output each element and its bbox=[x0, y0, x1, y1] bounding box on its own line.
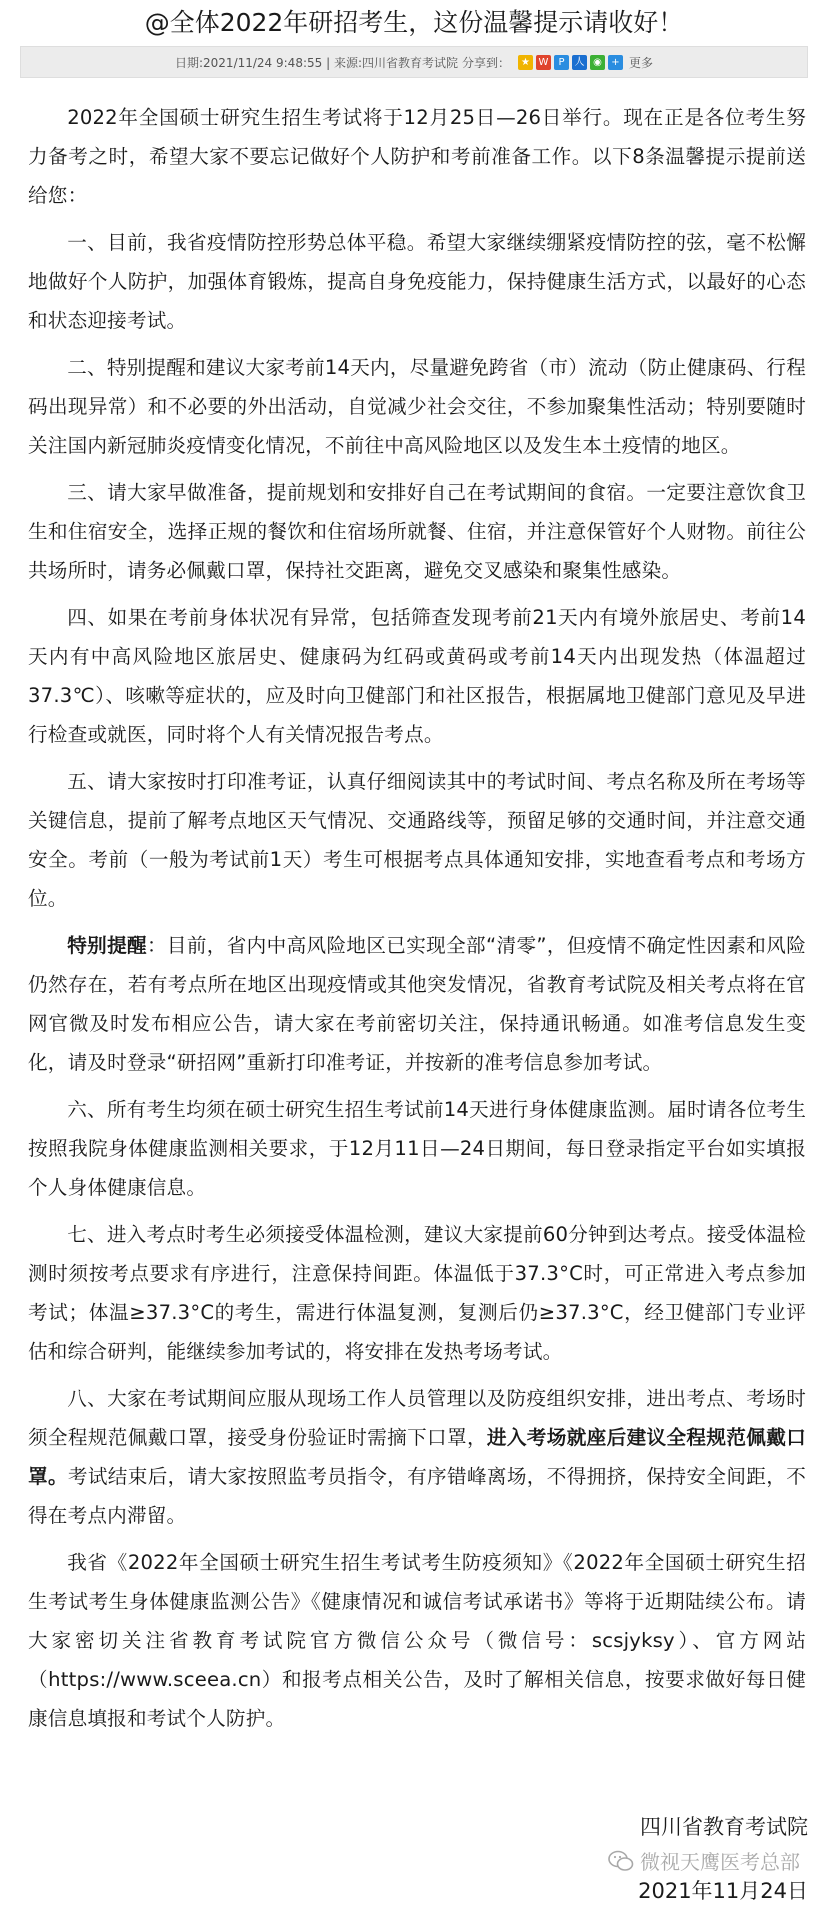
special-label: 特别提醒 bbox=[67, 934, 147, 957]
weibo-icon[interactable]: W bbox=[536, 55, 551, 70]
paragraph-intro: 2022年全国硕士研究生招生考试将于12月25日—26日举行。现在正是各位考生努力备考之时，希望大家不要忘记做好个人防护和考前准备工作。以下8条温馨提示提前送给您： bbox=[28, 106, 806, 207]
watermark-text: 微视天鹰医考总部 bbox=[640, 1850, 800, 1874]
pengyou-icon[interactable]: P bbox=[554, 55, 569, 70]
paragraph-closing: 我省《2022年全国硕士研究生招生考试考生防疫须知》《2022年全国硕士研究生招生考试考生身体健康监测公告》《健康情况和诚信考试承诺书》等将于近期陆续公布。请大家密切关注省教育考试院官方微信公众号（微信号：scsjyksy）、官方网站（https://www.sceea.cn）和报考点相关公告，及时了解相关信息，按要求做好每日健康信息填报和考试个人防护。 bbox=[28, 1551, 806, 1730]
paragraph-8 bbox=[28, 1379, 806, 1535]
paragraph-6: 六、所有考生均须在硕士研究生招生考试前14天进行身体健康监测。届时请各位考生按照我院身体健康监测相关要求，于12月11日—24日期间，每日登录指定平台如实填报个人身体健康信息。 bbox=[28, 1098, 806, 1199]
paragraph-2: 二、特别提醒和建议大家考前14天内，尽量避免跨省（市）流动（防止健康码、行程码出现异常）和不必要的外出活动，自觉减少社会交往，不参加聚集性活动；特别要随时关注国内新冠肺炎疫情变化情况，不前往中高风险地区以及发生本土疫情的地区。 bbox=[28, 356, 806, 457]
qzone-icon[interactable]: ★ bbox=[518, 55, 533, 70]
article-body bbox=[0, 98, 828, 1738]
p8-bold: 进入考场就座后建议全程规范佩戴口罩。 bbox=[28, 1426, 806, 1488]
paragraph-3: 三、请大家早做准备，提前规划和安排好自己在考试期间的食宿。一定要注意饮食卫生和住宿安全，选择正规的餐饮和住宿场所就餐、住宿，并注意保管好个人财物。前往公共场所时，请务必佩戴口罩，保持社交距离，避免交叉感染和聚集性感染。 bbox=[28, 481, 806, 582]
meta-info: 日期:2021/11/24 9:48:55 | 来源:四川省教育考试院 bbox=[174, 55, 458, 70]
paragraph-5: 五、请大家按时打印准考证，认真仔细阅读其中的考试时间、考点名称及所在考场等关键信息，提前了解考点地区天气情况、交通路线等，预留足够的交通时间，并注意交通安全。考前（一般为考试前1天）考生可根据考点具体通知安排，实地查看考点和考场方位。 bbox=[28, 770, 806, 910]
paragraph-7: 七、进入考点时考生必须接受体温检测，建议大家提前60分钟到达考点。接受体温检测时须按考点要求有序进行，注意保持间距。体温低于37.3°C时，可正常进入考点参加考试；体温≥37.3°C的考生，需进行体温复测，复测后仍≥37.3°C，经卫健部门专业评估和综合研判，能继续参加考试的，将安排在发热考场考试。 bbox=[28, 1223, 806, 1363]
wechat-icon[interactable]: ◉ bbox=[590, 55, 605, 70]
paragraph-4: 四、如果在考前身体状况有异常，包括筛查发现考前21天内有境外旅居史、考前14天内有中高风险地区旅居史、健康码为红码或黄码或考前14天内出现发热（体温超过37.3℃）、咳嗽等症状的，应及时向卫健部门和社区报告，根据属地卫健部门意见及早进行检查或就医，同时将个人有关情况报告考点。 bbox=[28, 606, 806, 746]
p8-text-b: 考试结束后，请大家按照监考员指令，有序错峰离场，不得拥挤，保持安全间距，不得在考点内滞留。 bbox=[28, 1465, 806, 1527]
share-label: 分享到： bbox=[461, 55, 510, 70]
special-text: ：目前，省内中高风险地区已实现全部“清零”，但疫情不确定性因素和风险仍然存在，若有考点所在地区出现疫情或其他突发情况，省教育考试院及相关考点将在官网官微及时发布相应公告，请大家在考前密切关注，保持通讯畅通。如准考信息发生变化，请及时登录“研招网”重新打印准考证，并按新的准考信息参加考试。 bbox=[28, 934, 806, 1074]
paragraph-special bbox=[28, 926, 806, 1082]
signature-org: 四川省教育考试院 bbox=[640, 1815, 808, 1839]
meta-bar bbox=[20, 46, 808, 78]
renren-icon[interactable]: 人 bbox=[572, 55, 587, 70]
p8-text-a: 八、大家在考试期间应服从现场工作人员管理以及防疫组织安排，进出考点、考场时须全程规范佩戴口罩，接受身份验证时需摘下口罩， bbox=[28, 1387, 806, 1449]
wechat-bubble-icon bbox=[608, 1850, 634, 1872]
signature-date: 2021年11月24日 bbox=[638, 1879, 808, 1903]
page-title: @全体2022年研招考生，这份温馨提示请收好！ bbox=[144, 8, 684, 37]
paragraph-1: 一、目前，我省疫情防控形势总体平稳。希望大家继续绷紧疫情防控的弦，毫不松懈地做好个人防护，加强体育锻炼，提高自身免疫能力，保持健康生活方式，以最好的心态和状态迎接考试。 bbox=[28, 231, 806, 332]
watermark bbox=[608, 1846, 800, 1875]
share-icons bbox=[518, 55, 623, 70]
more-plus-icon[interactable]: + bbox=[608, 55, 623, 70]
more-link[interactable]: 更多 bbox=[629, 55, 654, 70]
